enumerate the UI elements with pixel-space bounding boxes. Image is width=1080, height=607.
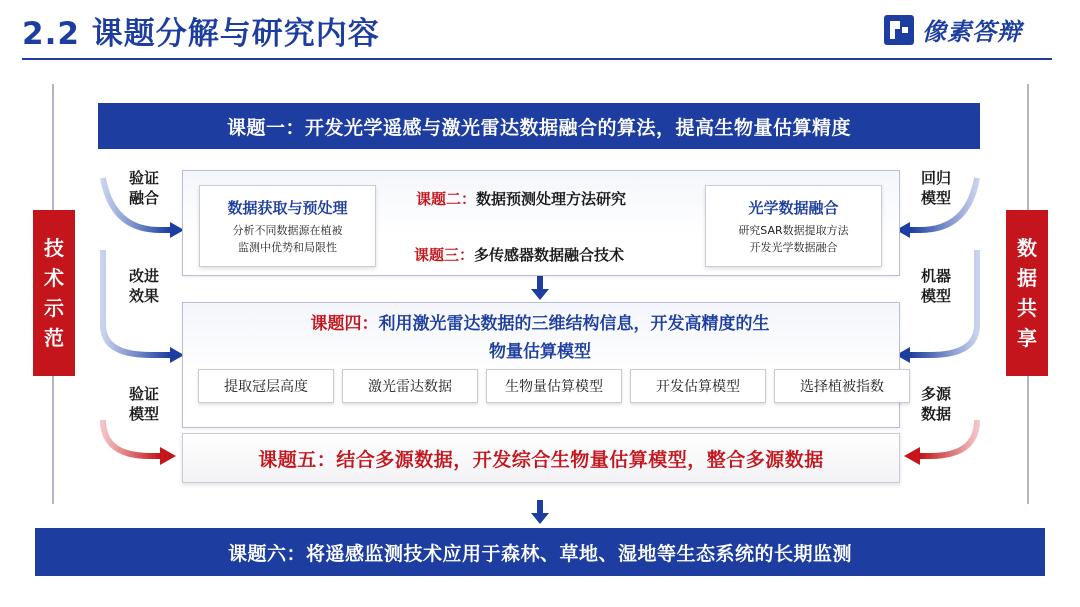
card-title: 数据获取与预处理 (227, 199, 348, 217)
tech-demo-char: 术 (44, 266, 64, 290)
tag-lidar-data: 激光雷达数据 (342, 369, 478, 403)
tech-demo-char: 示 (44, 296, 64, 320)
right-label-machine-model (916, 266, 956, 306)
task4-line2: 物量估算模型 (489, 342, 591, 362)
task3-label (414, 244, 624, 265)
label-line: 数据 (920, 405, 951, 423)
right-label-regression-model (916, 168, 956, 208)
label-line: 验证 (128, 385, 159, 403)
down-arrow-1 (531, 276, 549, 300)
task4-prefix: 课题四： (310, 314, 379, 334)
tag-canopy-height: 提取冠层高度 (198, 369, 334, 403)
task3-prefix: 课题三： (414, 246, 475, 264)
task2-prefix: 课题二： (416, 190, 477, 208)
label-line: 验证 (128, 169, 159, 187)
data-share-char: 数 (1017, 236, 1037, 260)
data-share-char: 享 (1017, 326, 1037, 350)
tag-vegetation-index: 选择植被指数 (774, 369, 910, 403)
data-share-char: 共 (1017, 296, 1037, 320)
tag-develop-model: 开发估算模型 (630, 369, 766, 403)
task5-banner: 课题五：结合多源数据，开发综合生物量估算模型，整合多源数据 (182, 433, 900, 483)
right-arrow-bottom (904, 420, 977, 465)
left-label-verify-model (124, 384, 164, 424)
right-label-multisource-data (916, 384, 956, 424)
page-title: 2.2 课题分解与研究内容 (22, 16, 380, 52)
label-line: 模型 (128, 405, 159, 423)
task2-text: 数据预测处理方法研究 (476, 190, 627, 208)
card-title: 光学数据融合 (748, 199, 839, 217)
left-arrow-bottom (103, 420, 176, 465)
logo-text: 像素答辩 (922, 18, 1022, 46)
task6-banner: 课题六：将遥感监测技术应用于森林、草地、湿地等生态系统的长期监测 (35, 528, 1045, 576)
card-optical-fusion (705, 185, 882, 267)
card-line: 监测中优势和局限性 (238, 241, 337, 254)
tech-demo-char: 技 (44, 236, 64, 260)
down-arrow-2 (531, 500, 549, 524)
label-line: 机器 (920, 267, 951, 285)
left-label-improve-effect (124, 266, 164, 306)
task4-text: 利用激光雷达数据的三维结构信息，开发高精度的生 (378, 314, 770, 334)
task2-label (416, 188, 626, 209)
label-line: 融合 (128, 189, 159, 207)
data-share-char: 据 (1017, 266, 1037, 290)
label-line: 模型 (920, 189, 951, 207)
task4-line1 (190, 310, 890, 338)
task4-tags (198, 369, 910, 403)
tech-demo-char: 范 (44, 326, 64, 350)
label-line: 模型 (920, 287, 951, 305)
label-line: 效果 (128, 287, 159, 305)
card-line: 开发光学数据融合 (749, 241, 838, 254)
label-line: 回归 (920, 169, 951, 187)
left-label-verify-fusion (124, 168, 164, 208)
task3-text: 多传感器数据融合技术 (474, 246, 625, 264)
tag-biomass-model: 生物量估算模型 (486, 369, 622, 403)
card-line: 研究SAR数据提取方法 (738, 224, 849, 237)
task4-title (190, 310, 890, 366)
label-line: 改进 (128, 267, 159, 285)
card-data-acquisition (199, 185, 376, 267)
label-line: 多源 (920, 385, 951, 403)
task1-banner: 课题一：开发光学遥感与激光雷达数据融合的算法，提高生物量估算精度 (98, 103, 980, 149)
card-line: 分析不同数据源在植被 (232, 224, 343, 237)
